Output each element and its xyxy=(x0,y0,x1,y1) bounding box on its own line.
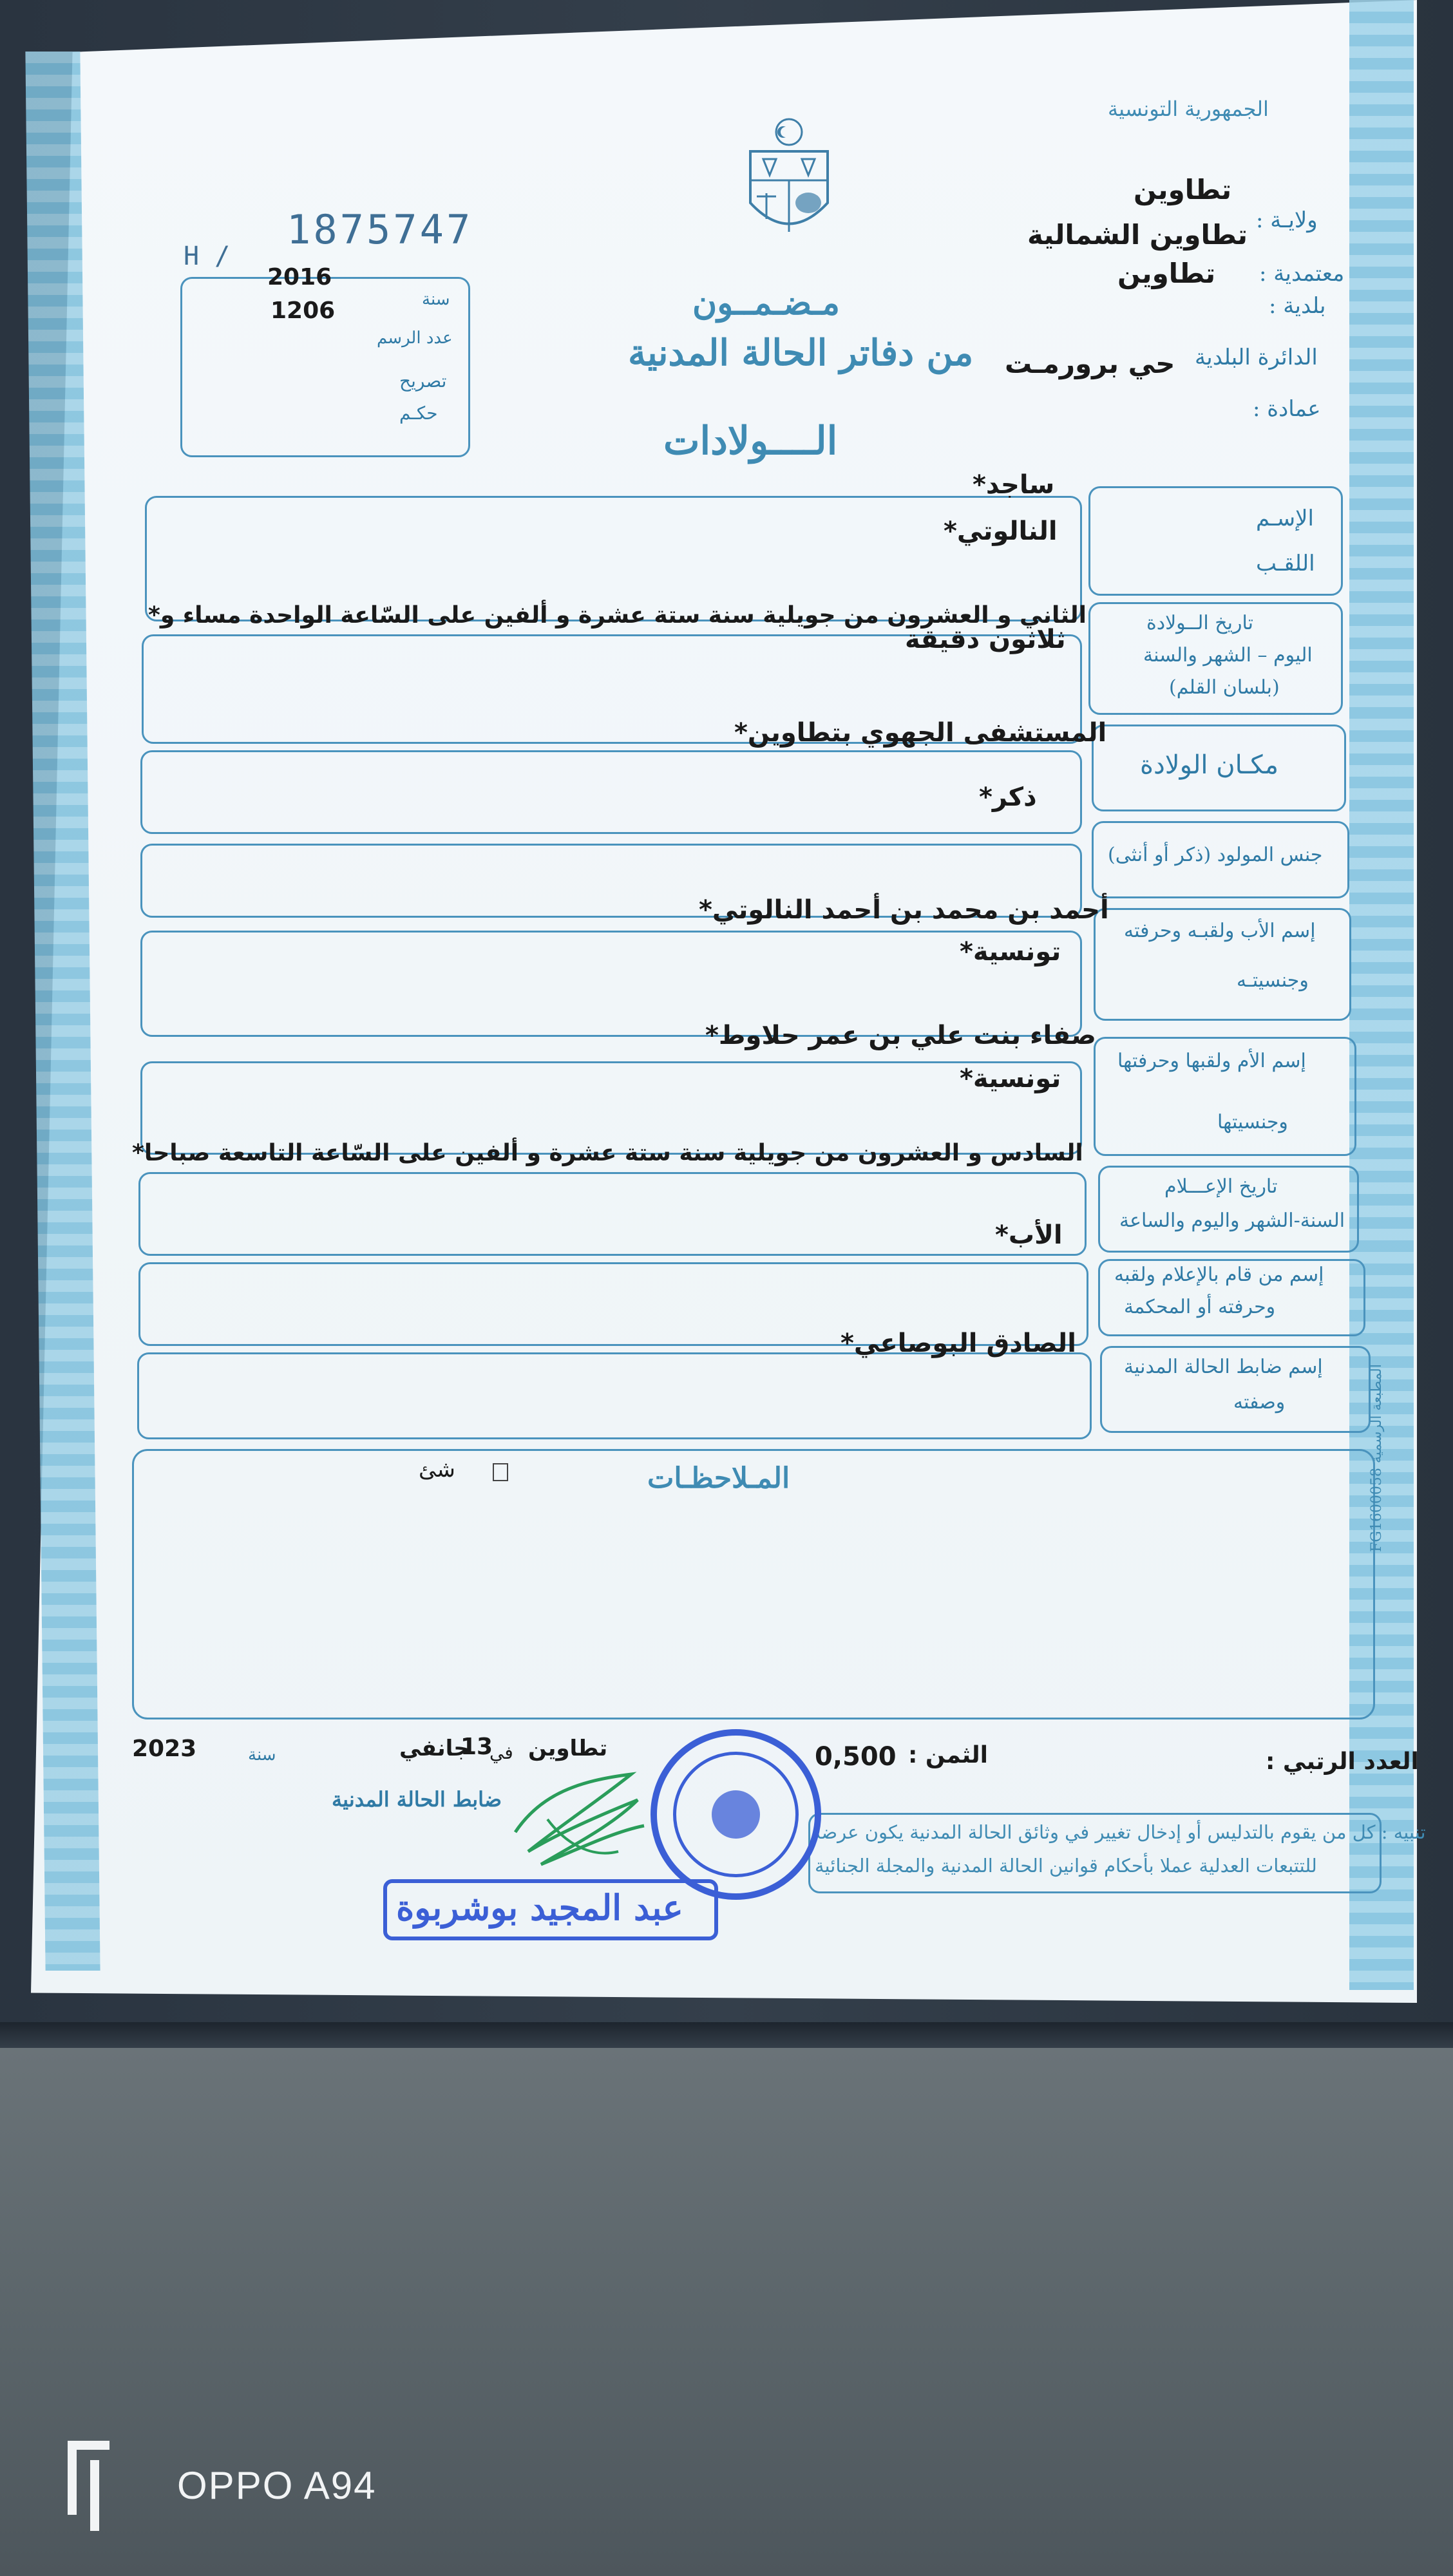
wilaya-label: ولايـة : xyxy=(1256,207,1318,233)
label-officer-1: إسم ضابط الحالة المدنية xyxy=(1124,1356,1323,1378)
remarks-title: المـلاحظـات xyxy=(647,1462,790,1495)
value-birth-place: المستشفى الجهوي بتطاوين* xyxy=(734,718,1107,748)
serial-number: 1875747 xyxy=(287,206,473,253)
label-declaration-date-1: تاريخ الإعـــلام xyxy=(1164,1175,1278,1198)
label-birth-place: مكـان الولادة xyxy=(1140,750,1279,780)
label-father-1: إسم الأب ولقبـه وحرفته xyxy=(1124,920,1316,942)
print-code: المطبعة الرسمية FG1600058 xyxy=(1369,1364,1385,1552)
republic-label: الجمهورية التونسية xyxy=(1108,97,1269,121)
registry-number-label: عدد الرسم xyxy=(377,328,453,348)
value-gender: ذكر* xyxy=(979,782,1037,812)
label-declarant-2: وحرفته أو المحكمة xyxy=(1124,1296,1276,1318)
registry-judgment-label: حكـم xyxy=(399,402,438,424)
registry-year-label: سنة xyxy=(422,290,450,309)
label-surname: اللقـب xyxy=(1256,551,1315,576)
label-declarant-1: إسم من قام بالإعلام ولقبه xyxy=(1114,1264,1324,1286)
value-surname: النالوتي* xyxy=(944,516,1058,546)
value-declaration-date: السادس و العشرون من جويلية سنة ستة عشرة و ألفين على السّاعة التاسعة صباحا* xyxy=(132,1140,1083,1166)
value-box-birth-place xyxy=(140,750,1082,834)
year-label: سنة xyxy=(248,1745,276,1765)
label-mother-2: وجنسيتها xyxy=(1217,1111,1288,1133)
day: 13 xyxy=(461,1734,493,1760)
serial-label: العدد الرتبي : xyxy=(1266,1748,1419,1775)
label-name: الإسـم xyxy=(1256,506,1314,531)
place: تطاوين xyxy=(528,1736,608,1761)
officer-name-stamp-text: عبد المجيد بوشربوة xyxy=(396,1887,683,1928)
daira-value: حي برورمـت xyxy=(1005,348,1175,379)
label-birth-date-2: اليوم – الشهر والسنة xyxy=(1143,644,1313,667)
value-first-name: ساجد* xyxy=(973,470,1055,500)
title-line1: مـضـمــون xyxy=(692,283,840,323)
year-value: 2023 xyxy=(132,1736,197,1762)
label-declaration-date-2: السنة-الشهر واليوم والساعة xyxy=(1119,1209,1345,1232)
value-declarant: الأب* xyxy=(995,1220,1063,1250)
label-box-name xyxy=(1088,486,1343,596)
price-label: الثمن : xyxy=(908,1742,989,1768)
value-box-officer xyxy=(137,1352,1092,1439)
camera-watermark: OPPO A94 xyxy=(177,2464,377,2507)
label-officer-2: وصفته xyxy=(1233,1391,1286,1414)
value-birth-date-2: ثلاثون دقيقة xyxy=(905,625,1066,654)
label-birth-date-3: (بلسان القلم) xyxy=(1169,676,1280,699)
remarks-value: شئ xyxy=(419,1457,455,1482)
serial-prefix: H / xyxy=(184,242,231,271)
price-value: 0,500 xyxy=(815,1742,897,1772)
value-mother-nationality: تونسية* xyxy=(960,1064,1061,1094)
label-mother-1: إسم الأم ولقبها وحرفتها xyxy=(1117,1050,1306,1072)
value-mother-name: صفاء بنت علي بن عمر حلاوط* xyxy=(705,1021,1096,1050)
label-father-2: وجنسيتـه xyxy=(1237,969,1309,992)
date-prefix: في xyxy=(489,1742,513,1763)
notice-line1: تنبيه : كل من يقوم بالتدليس أو إدخال تغيير في وثائق الحالة المدنية يكون عرضة xyxy=(812,1821,1426,1843)
registry-year-value: 2016 xyxy=(267,264,332,290)
motamadia-value: تطاوين الشمالية xyxy=(1027,219,1248,251)
camera-logo-icon xyxy=(68,2441,113,2531)
title-line2: من دفاتر الحالة المدنية xyxy=(628,332,974,374)
label-gender: جنس المولود (ذكر أو أنثى) xyxy=(1108,844,1323,866)
imada-label: عمادة : xyxy=(1253,396,1321,422)
value-box-declaration-date xyxy=(138,1172,1087,1256)
value-father-name: أحمد بن محمد بن أحمد النالوتي* xyxy=(699,895,1109,925)
motamadia-label: معتمدية : xyxy=(1259,261,1345,287)
month: جانفي xyxy=(399,1736,470,1761)
officer-label: ضابط الحالة المدنية xyxy=(332,1787,502,1812)
value-officer: الصادق البوصاعي* xyxy=(840,1329,1076,1358)
value-birth-date-1: الثاني و العشرون من جويلية سنة ستة عشرة و ألفين على السّاعة الواحدة مساء و* xyxy=(148,602,1087,629)
wilaya-value: تطاوين xyxy=(1134,174,1232,205)
baladia-label: بلدية : xyxy=(1269,293,1326,319)
signature-mark xyxy=(502,1755,657,1884)
notice-line2: للتتبعات العدلية عملا بأحكام قوانين الحالة المدنية والمجلة الجنائية xyxy=(815,1855,1317,1877)
coat-of-arms-emblem xyxy=(741,113,837,248)
label-birth-date-1: تاريخ الــولادة xyxy=(1146,612,1253,634)
registry-number-value: 1206 xyxy=(271,298,336,324)
value-father-nationality: تونسية* xyxy=(960,937,1061,967)
registry-declaration-label: تصريح xyxy=(399,370,447,392)
baladia-value: تطاوين xyxy=(1117,258,1216,289)
remarks-checkbox-icon xyxy=(493,1463,508,1481)
official-round-stamp xyxy=(651,1729,821,1900)
section-title: الــــولادات xyxy=(663,419,838,464)
daira-label: الدائرة البلدية xyxy=(1195,345,1318,370)
